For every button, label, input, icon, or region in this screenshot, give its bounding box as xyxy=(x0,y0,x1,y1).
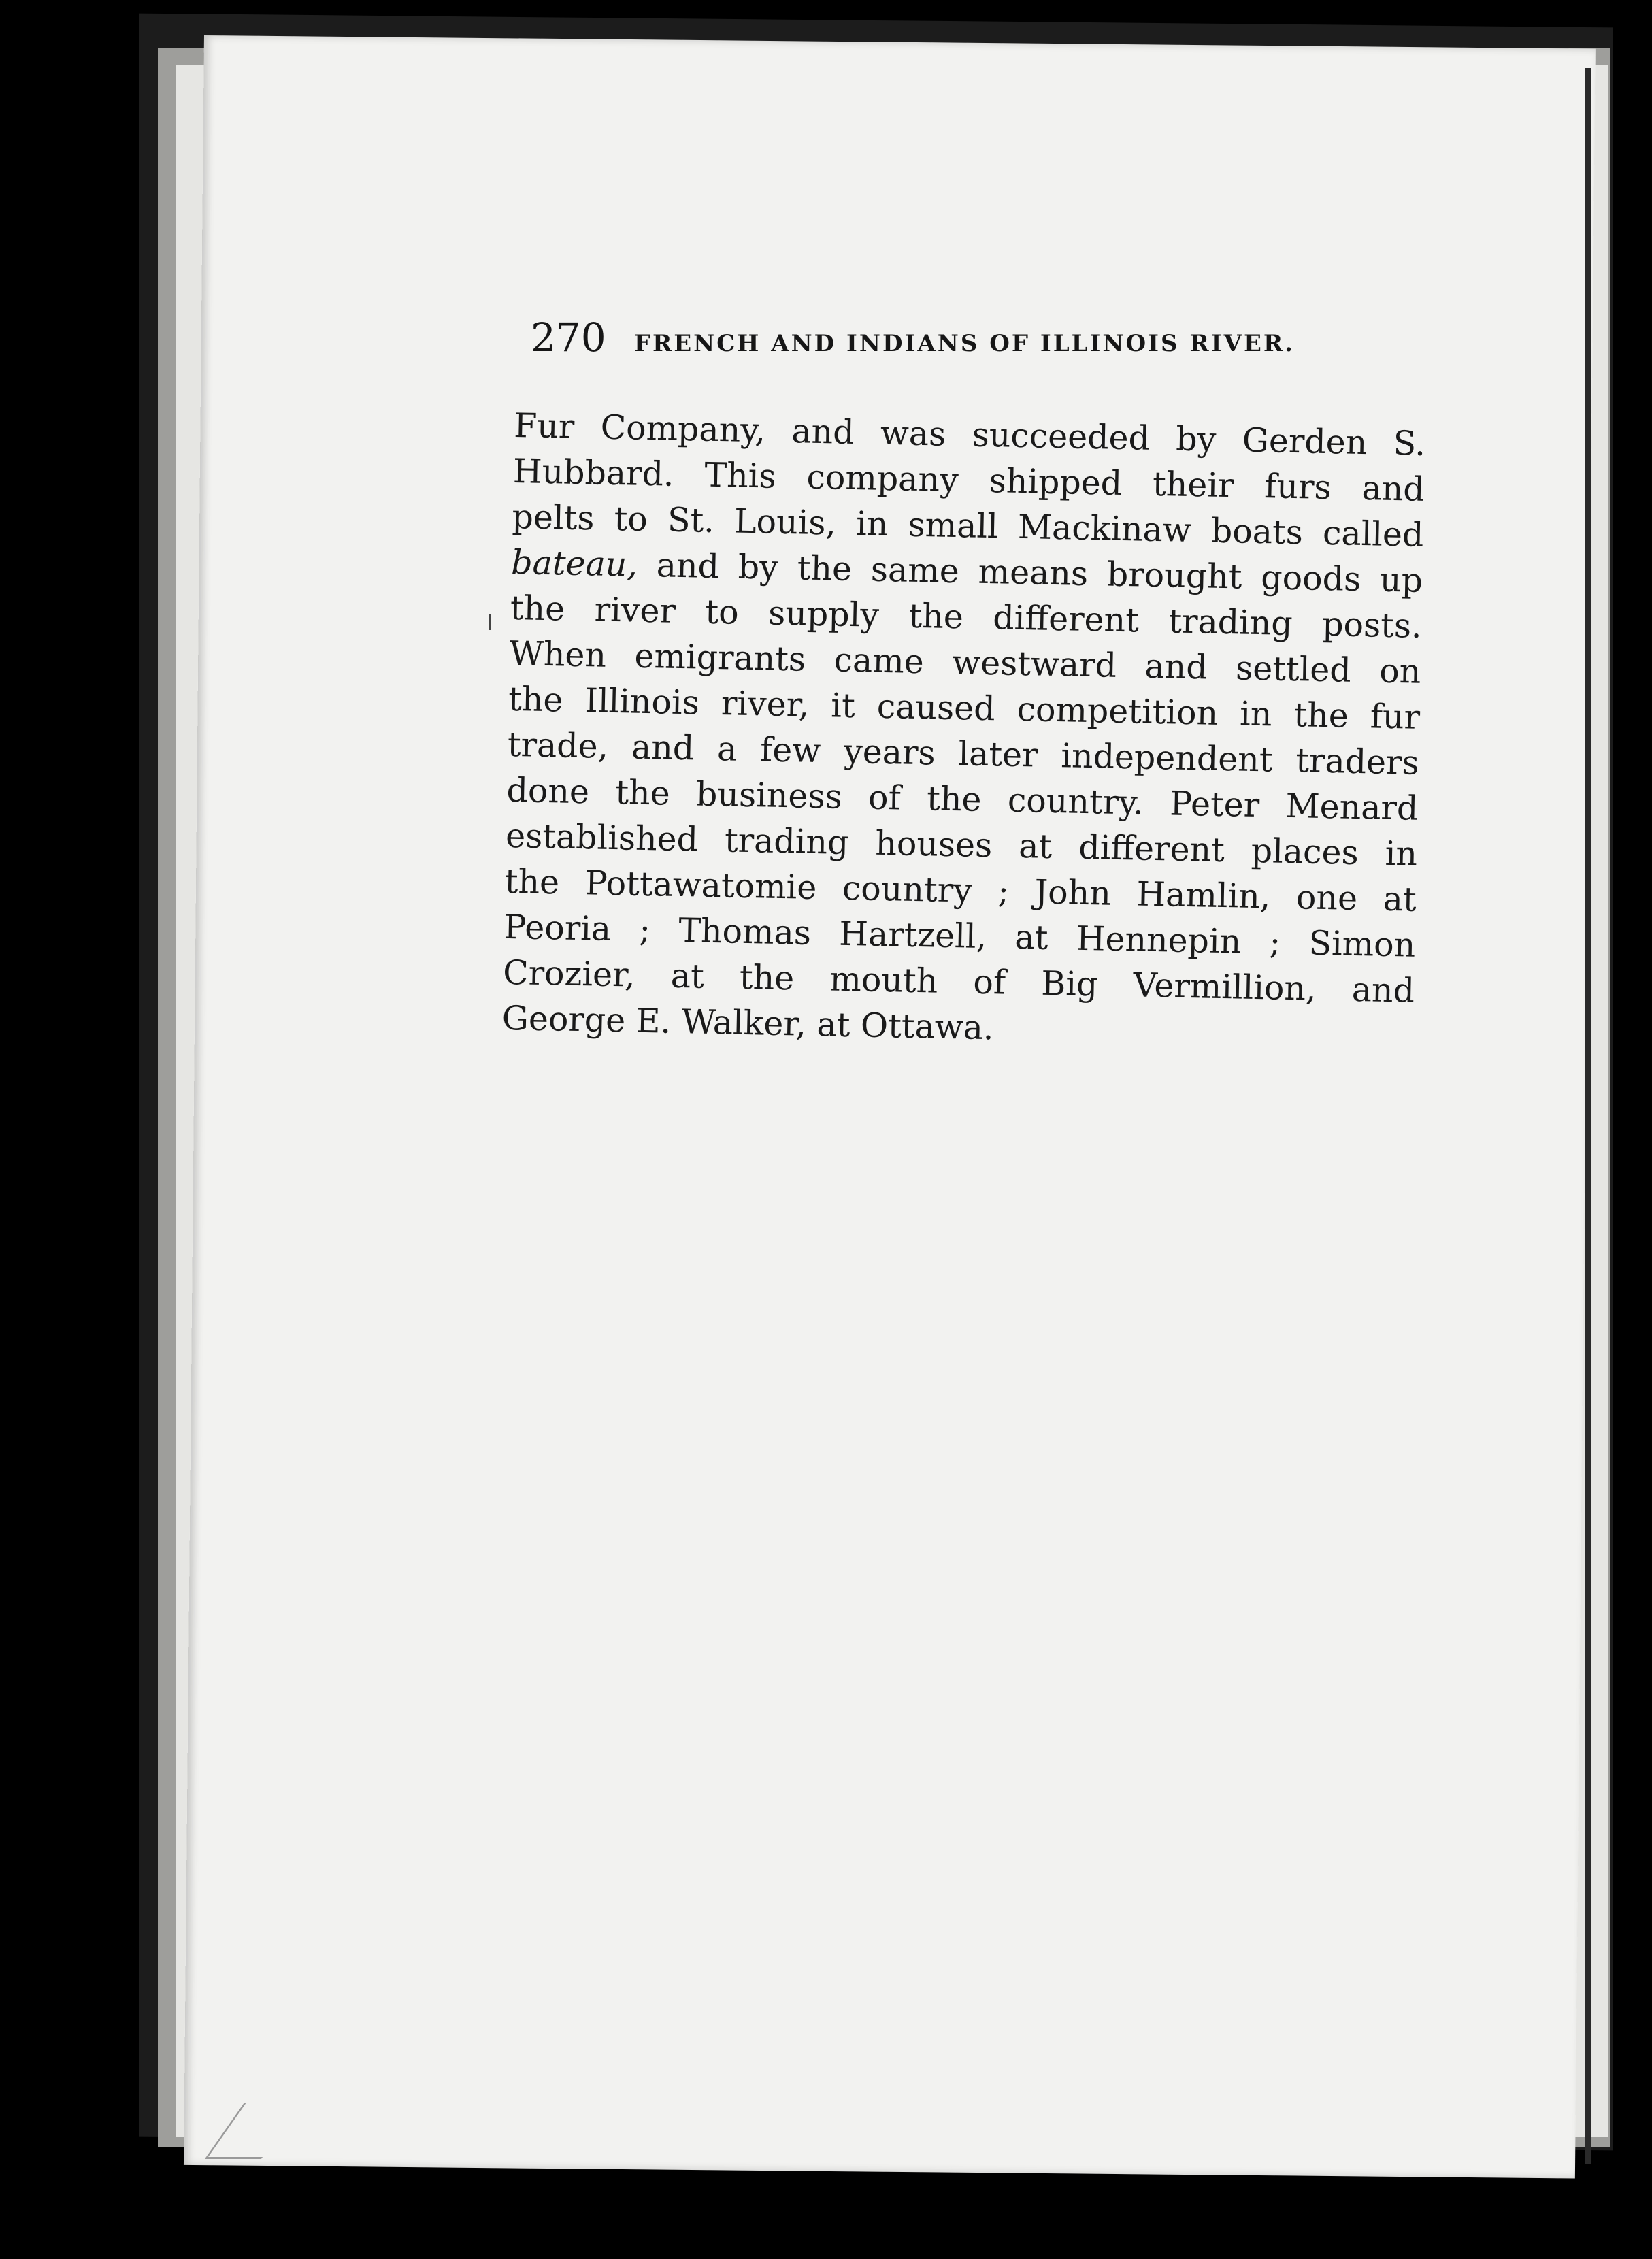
running-title: FRENCH AND INDIANS OF ILLINOIS RIVER. xyxy=(633,330,1295,357)
text-line: George E. Walker, at Ottawa. xyxy=(501,998,995,1048)
text-line: Crozier, at the mouth of Big Vermillion, and xyxy=(502,953,1415,1010)
text-line: pelts to St. Louis, in small Mackinaw boats called xyxy=(512,497,1424,555)
text-line: the Illinois river, it caused competition in the fur xyxy=(508,679,1421,737)
margin-mark xyxy=(489,614,491,630)
text-line: established trading houses at different places in xyxy=(505,816,1418,874)
text-line: trade, and a few years later independent traders xyxy=(507,725,1420,782)
running-head xyxy=(531,314,1415,361)
text-line: done the business of the country. Peter Menard xyxy=(506,770,1419,828)
text-line: Hubbard. This company shipped their furs and xyxy=(512,451,1425,509)
text-line: Peoria ; Thomas Hartzell, at Hennepin ; Simon xyxy=(503,907,1416,965)
body-paragraph xyxy=(501,403,1426,1059)
text-line: the river to supply the different trading posts. xyxy=(510,588,1423,646)
text-line-rest: and by the same means brought goods up xyxy=(656,546,1423,600)
text-line: When emigrants came westward and settled on xyxy=(509,633,1421,691)
text-line: Fur Company, and was succeeded by Gerden S. xyxy=(513,406,1426,463)
text-line: the Pottawatomie country ; John Hamlin, one at xyxy=(504,861,1417,919)
page-right-edge xyxy=(1585,68,1591,2164)
italic-word: bateau, xyxy=(510,542,638,584)
page-number: 270 xyxy=(531,314,606,361)
